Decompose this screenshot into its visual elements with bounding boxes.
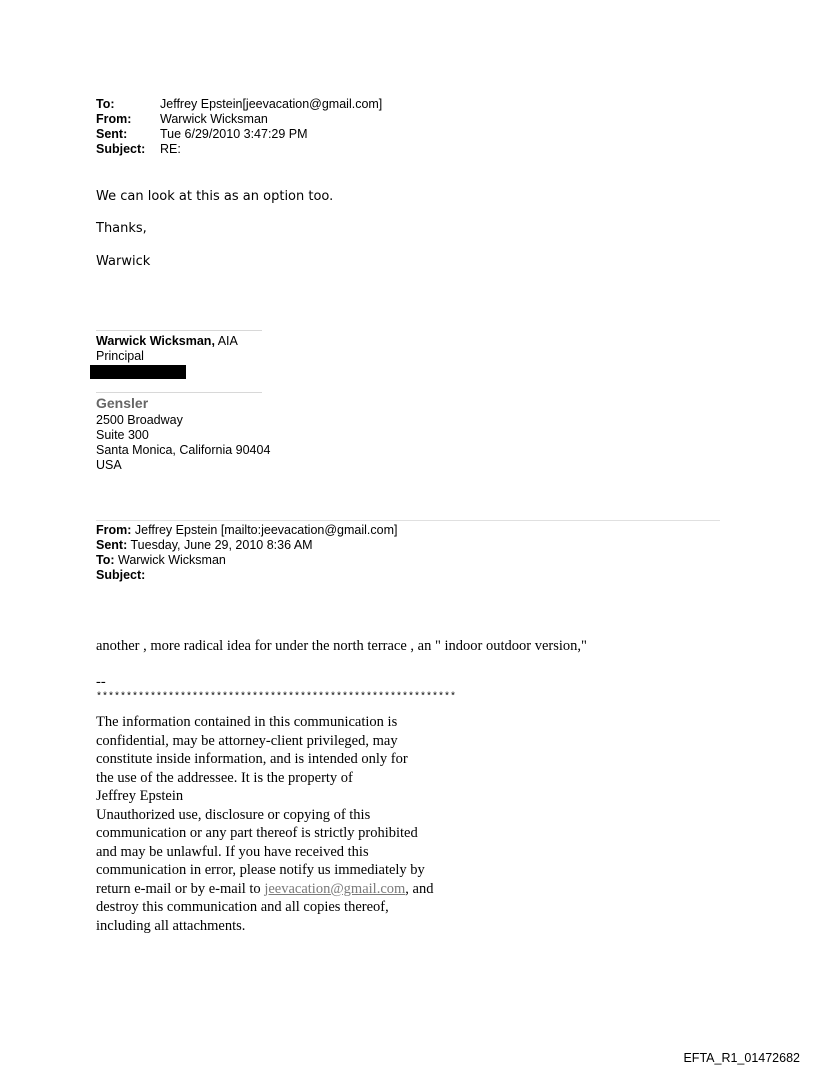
signature-divider-2 — [96, 392, 262, 393]
email-header — [96, 97, 382, 157]
disclaimer-line-5: Jeffrey Epstein — [96, 788, 184, 804]
to-value: Jeffrey Epstein[jeevacation@gmail.com] — [160, 97, 383, 111]
from-row — [96, 112, 382, 127]
disclaimer-line-12: including all attachments. — [96, 917, 246, 934]
redaction-bar — [90, 365, 186, 379]
disclaimer-line-3: constitute inside information, and is intended only for — [96, 751, 408, 767]
to-row — [96, 97, 382, 112]
signature-name: Warwick Wicksman, — [96, 334, 215, 348]
confidentiality-disclaimer — [96, 713, 516, 935]
disclaimer-line-1: The information contained in this communication is — [96, 714, 398, 730]
from-label: From: — [96, 112, 132, 126]
disclaimer-line-7: communication or any part thereof is strictly prohibited — [96, 825, 418, 841]
fwd-from-label: From: — [96, 523, 132, 537]
signature-separator: -- — [96, 674, 106, 690]
company-address — [96, 413, 270, 473]
reply-line-3: Warwick — [96, 254, 151, 269]
sent-label: Sent: — [96, 127, 128, 141]
asterisk-line: ************************************************************ — [96, 692, 457, 703]
fwd-subject-label: Subject: — [96, 568, 146, 582]
fwd-from-row — [96, 523, 397, 538]
disclaimer-line-9: communication in error, please notify us immediately by — [96, 862, 425, 878]
signature-name-line — [96, 334, 238, 349]
fwd-from-value: Jeffrey Epstein [mailto:jeevacation@gmail.com] — [131, 523, 398, 537]
disclaimer-line-6: Unauthorized use, disclosure or copying of this — [96, 806, 371, 823]
to-label: To: — [96, 97, 115, 111]
reply-line-2: Thanks, — [96, 221, 147, 236]
fwd-to-row — [96, 553, 397, 568]
subject-row — [96, 142, 382, 157]
subject-value: RE: — [160, 142, 181, 156]
reply-line-1: We can look at this as an option too. — [96, 189, 334, 204]
disclaimer-line-10-post: , and — [405, 880, 434, 897]
address-line-2: Suite 300 — [96, 428, 149, 442]
forwarded-header — [96, 523, 397, 583]
forward-divider — [96, 520, 720, 521]
document-id: EFTA_R1_01472682 — [683, 1051, 800, 1065]
fwd-to-label: To: — [96, 553, 115, 567]
from-value: Warwick Wicksman — [160, 112, 268, 126]
company-name: Gensler — [96, 395, 149, 411]
signature-divider — [96, 330, 262, 331]
email-link[interactable]: jeevacation@gmail.com — [264, 880, 406, 897]
address-line-4: USA — [96, 458, 122, 472]
disclaimer-line-4: the use of the addressee. It is the property of — [96, 769, 353, 786]
sent-row — [96, 127, 382, 142]
disclaimer-line-2: confidential, may be attorney-client privileged, may — [96, 732, 398, 749]
address-line-3: Santa Monica, California 90404 — [96, 443, 271, 457]
subject-label: Subject: — [96, 142, 146, 156]
forwarded-message: another , more radical idea for under the north terrace , an " indoor outdoor version," — [96, 638, 587, 654]
fwd-subject-row — [96, 568, 397, 583]
disclaimer-line-10-pre: return e-mail or by e-mail to — [96, 880, 265, 897]
signature-title: Principal — [96, 349, 144, 363]
fwd-to-value: Warwick Wicksman — [114, 553, 226, 567]
disclaimer-line-8: and may be unlawful. If you have received this — [96, 843, 369, 860]
address-line-1: 2500 Broadway — [96, 413, 183, 427]
disclaimer-line-10 — [96, 880, 516, 899]
fwd-sent-label: Sent: — [96, 538, 128, 552]
signature-credential: AIA — [214, 334, 238, 348]
fwd-sent-row — [96, 538, 397, 553]
sent-value: Tue 6/29/2010 3:47:29 PM — [160, 127, 308, 141]
disclaimer-line-11: destroy this communication and all copies thereof, — [96, 899, 389, 915]
fwd-sent-value: Tuesday, June 29, 2010 8:36 AM — [127, 538, 313, 552]
